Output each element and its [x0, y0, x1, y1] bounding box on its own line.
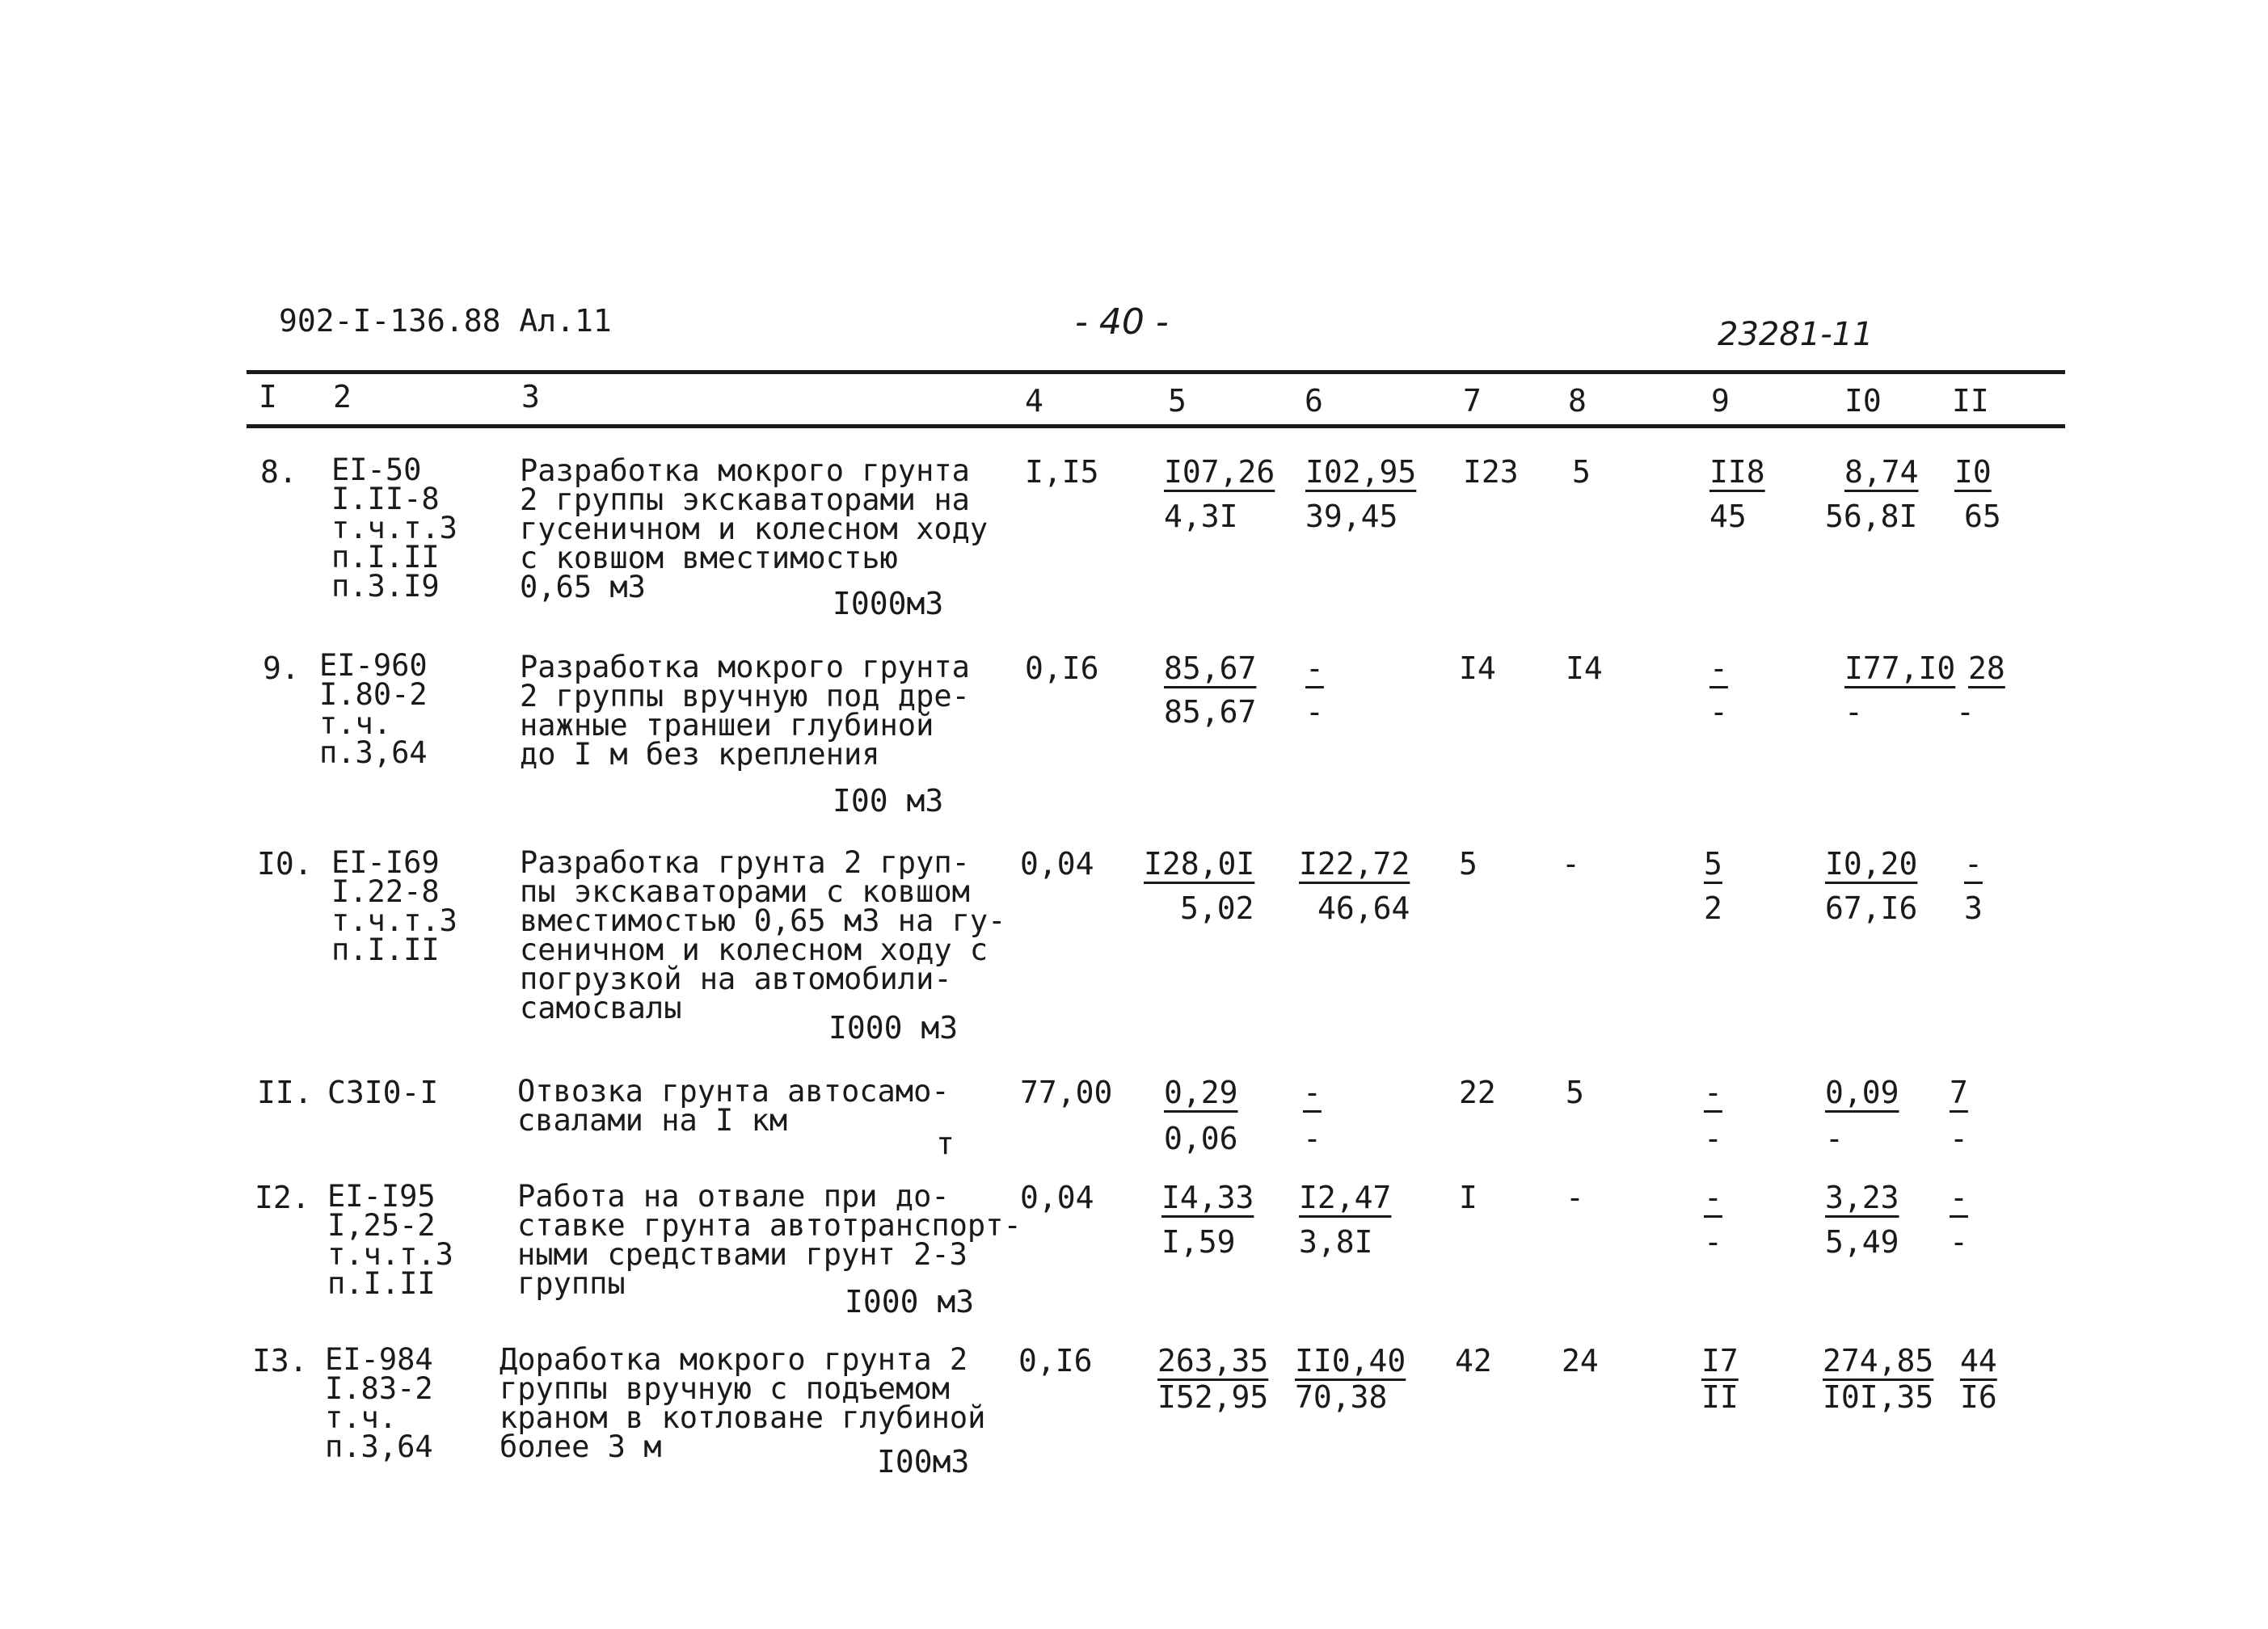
col11-top: 28 [1968, 650, 2005, 686]
col9-bottom: 2 [1704, 890, 1722, 926]
col5-top: 85,67 [1164, 650, 1257, 686]
work-description: Разработка грунта 2 груп- пы экскаваторами с ковшом вместимостью 0,65 м3 на гу- сеничном и колесном ходу с погрузкой на автомобили- самосвалы [520, 845, 1006, 1025]
col5-bottom: 85,67 [1164, 694, 1257, 730]
col5-bottom: I,59 [1161, 1224, 1236, 1260]
col11-bottom: I6 [1960, 1379, 1997, 1415]
row-number: I0. [257, 846, 313, 882]
work-description: Разработка мокрого грунта 2 группы вручную под дре- нажные траншеи глубиной до I м без крепления [520, 650, 970, 772]
col5-top: I4,33 [1161, 1180, 1254, 1215]
col8-value: 24 [1562, 1343, 1599, 1379]
col5-bottom: 0,06 [1164, 1121, 1238, 1156]
norm-code: EI-I95 I,25-2 т.ч.т.3 п.I.II [327, 1179, 453, 1301]
col10-top: I0,20 [1825, 846, 1918, 882]
col11-top: - [1950, 1180, 1968, 1215]
col9-top: - [1709, 650, 1728, 686]
col9-bottom: - [1704, 1121, 1722, 1156]
col10-top: 0,09 [1825, 1075, 1899, 1110]
page-number: - 40 - [1075, 301, 1169, 343]
col7-value: I4 [1459, 650, 1496, 686]
col6-bottom: - [1303, 1121, 1322, 1156]
col8-value: 5 [1572, 454, 1591, 490]
measure-unit: т [936, 1126, 955, 1161]
col8-value: I4 [1566, 650, 1603, 686]
col11-bottom: - [1950, 1224, 1968, 1260]
col6-top: I22,72 [1299, 846, 1410, 882]
quantity: 0,04 [1020, 1180, 1094, 1215]
col9-top: I7 [1701, 1343, 1739, 1379]
col7-value: I23 [1463, 454, 1519, 490]
col6-top: - [1303, 1075, 1322, 1110]
col9-bottom: - [1709, 694, 1728, 730]
quantity: 0,I6 [1018, 1343, 1093, 1379]
quantity: 0,I6 [1025, 650, 1099, 686]
col11-top: 44 [1960, 1343, 1997, 1379]
col9-top: 5 [1704, 846, 1722, 882]
col9-top: - [1704, 1075, 1722, 1110]
col10-bottom: I0I,35 [1823, 1379, 1934, 1415]
row-number: 8. [260, 454, 297, 490]
col7-value: 5 [1459, 846, 1478, 882]
measure-unit: I000 м3 [828, 1010, 959, 1046]
norm-code: EI-I69 I.22-8 т.ч.т.3 п.I.II [331, 845, 457, 967]
col10-bottom: - [1825, 1121, 1844, 1156]
col11-bottom: - [1956, 694, 1975, 730]
col11-top: I0 [1954, 454, 1992, 490]
col6-bottom: 70,38 [1295, 1379, 1388, 1415]
col11-top: 7 [1950, 1075, 1968, 1110]
col6-top: II0,40 [1295, 1343, 1406, 1379]
column-header-2: 2 [333, 379, 352, 415]
row-number: 9. [263, 650, 300, 686]
header-bottom-rule [247, 424, 2065, 428]
col6-bottom: - [1305, 694, 1324, 730]
col11-top: - [1964, 846, 1983, 882]
measure-unit: I00м3 [877, 1444, 970, 1480]
column-header-6: 6 [1305, 383, 1323, 419]
header-top-rule [247, 370, 2065, 374]
col8-value: - [1566, 1180, 1584, 1215]
column-header-8: 8 [1568, 383, 1587, 419]
column-header-10: I0 [1844, 383, 1882, 419]
norm-code: EI-50 I.II-8 т.ч.т.3 п.I.II п.3.I9 [331, 452, 457, 604]
col9-top: II8 [1709, 454, 1765, 490]
norm-code: EI-960 I.80-2 т.ч. п.3,64 [319, 648, 428, 770]
work-description: Доработка мокрого грунта 2 группы вручную с подъемом краном в котловане глубиной более 3 м [500, 1342, 986, 1464]
measure-unit: I000 м3 [845, 1284, 975, 1320]
row-number: I3. [252, 1343, 308, 1379]
column-header-9: 9 [1711, 383, 1730, 419]
col10-top: I77,I0 [1844, 650, 1956, 686]
quantity: I,I5 [1025, 454, 1099, 490]
col11-bottom: 65 [1964, 499, 2001, 534]
col9-top: - [1704, 1180, 1722, 1215]
col10-top: 3,23 [1825, 1180, 1899, 1215]
col8-value: 5 [1566, 1075, 1584, 1110]
col10-bottom: 56,8I [1825, 499, 1918, 534]
col11-bottom: 3 [1964, 890, 1983, 926]
column-header-5: 5 [1168, 383, 1187, 419]
col5-top: 0,29 [1164, 1075, 1238, 1110]
col8-value: - [1562, 846, 1580, 882]
document-code: 902-I-136.88 Ал.11 [279, 303, 612, 339]
col10-top: 8,74 [1844, 454, 1919, 490]
column-header-11: II [1952, 383, 1989, 419]
column-header-1: I [259, 379, 277, 415]
col5-top: I28,0I [1144, 846, 1255, 882]
col5-bottom: 4,3I [1164, 499, 1238, 534]
col6-bottom: 39,45 [1305, 499, 1398, 534]
col6-top: I02,95 [1305, 454, 1417, 490]
col9-bottom: 45 [1709, 499, 1747, 534]
column-header-3: 3 [521, 379, 540, 415]
col9-bottom: - [1704, 1224, 1722, 1260]
work-description: Работа на отвале при до- ставке грунта автотранспорт- ными средствами грунт 2-3 группы [517, 1179, 1022, 1301]
quantity: 77,00 [1020, 1075, 1113, 1110]
col7-value: 22 [1459, 1075, 1496, 1110]
col10-bottom: 67,I6 [1825, 890, 1918, 926]
col6-top: - [1305, 650, 1324, 686]
col6-bottom: 46,64 [1317, 890, 1410, 926]
col10-bottom: - [1844, 694, 1863, 730]
column-header-4: 4 [1025, 383, 1043, 419]
column-header-7: 7 [1463, 383, 1482, 419]
col6-bottom: 3,8I [1299, 1224, 1373, 1260]
col5-top: 263,35 [1157, 1343, 1269, 1379]
norm-code: EI-984 I.83-2 т.ч. п.3,64 [325, 1342, 433, 1464]
work-description: Отвозка грунта автосамо- свалами на I км [517, 1074, 950, 1138]
col10-bottom: 5,49 [1825, 1224, 1899, 1260]
col7-value: 42 [1455, 1343, 1492, 1379]
document-number: 23281-11 [1718, 316, 1874, 353]
col9-bottom: II [1701, 1379, 1739, 1415]
quantity: 0,04 [1020, 846, 1094, 882]
measure-unit: I00 м3 [833, 783, 944, 819]
measure-unit: I000м3 [833, 586, 944, 621]
work-description: Разработка мокрого грунта 2 группы экскаваторами на гусеничном и колесном ходу с ковшом вместимостью 0,65 м3 [520, 453, 989, 604]
col6-top: I2,47 [1299, 1180, 1392, 1215]
col7-value: I [1459, 1180, 1478, 1215]
row-number: I2. [255, 1180, 310, 1215]
col11-bottom: - [1950, 1121, 1968, 1156]
col5-top: I07,26 [1164, 454, 1275, 490]
col10-top: 274,85 [1823, 1343, 1934, 1379]
col5-bottom: 5,02 [1180, 890, 1254, 926]
col5-bottom: I52,95 [1157, 1379, 1269, 1415]
norm-code: C3I0-I [327, 1075, 439, 1110]
row-number: II. [257, 1075, 313, 1110]
